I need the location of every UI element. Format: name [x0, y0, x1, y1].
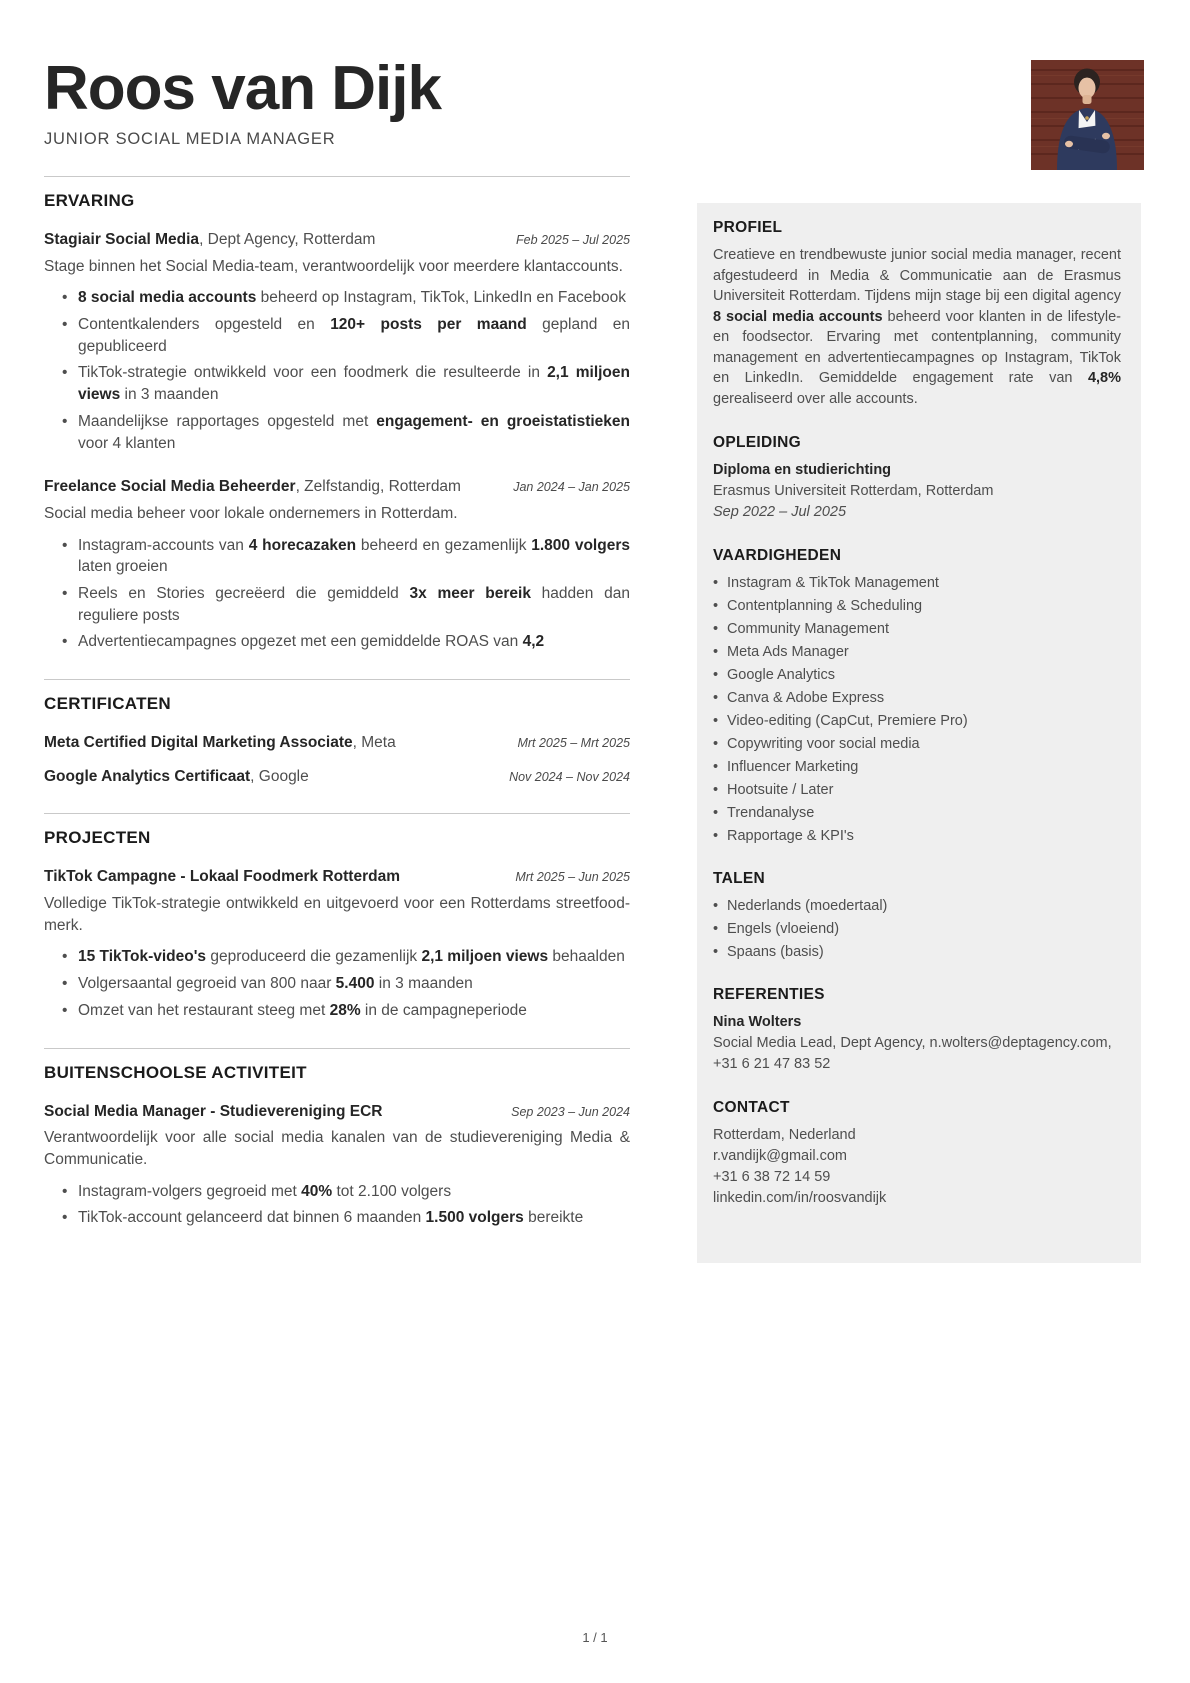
bullet-item: • Advertentiecampagnes opgezet met een gemiddelde ROAS van 4,2	[62, 631, 630, 653]
profile-photo-illustration	[1031, 60, 1144, 170]
profile-photo	[1031, 60, 1144, 170]
entry-bullet-list	[62, 287, 630, 454]
main-column	[44, 150, 630, 1251]
certificate-name: Google Analytics Certificaat	[44, 767, 251, 785]
language-item: • Engels (vloeiend)	[713, 919, 1121, 939]
project-entry	[44, 866, 630, 1021]
bullet-item: • Maandelijkse rapportages opgesteld met engagement- en groeistatistieken voor 4 klanten	[62, 411, 630, 454]
sidebar-section-opleiding	[713, 434, 1121, 523]
entry-date: Sep 2023 – Jun 2024	[511, 1104, 630, 1119]
sidebar-section-talen	[713, 870, 1121, 962]
entry-date: Mrt 2025 – Jun 2025	[515, 870, 630, 885]
candidate-job-title: JUNIOR SOCIAL MEDIA MANAGER	[44, 130, 336, 148]
sidebar-heading-profiel: PROFIEL	[713, 219, 783, 236]
entry-header	[44, 866, 630, 888]
section-heading-certificaten: CERTIFICATEN	[44, 694, 171, 713]
bullet-item: • 15 TikTok-video's geproduceerd die gezamenlijk 2,1 miljoen views behaalden	[62, 946, 630, 968]
certificate-row	[44, 732, 630, 754]
sidebar-section-contact	[713, 1099, 1121, 1209]
reference-name: Nina Wolters	[713, 1013, 802, 1030]
candidate-name: Roos van Dijk	[44, 54, 441, 123]
section-heading-projecten: PROJECTEN	[44, 828, 151, 848]
skills-list	[713, 573, 1121, 846]
bullet-item: • Reels en Stories gecreëerd die gemiddeld 3x meer bereik hadden dan reguliere posts	[62, 583, 630, 626]
sidebar-section-profiel	[713, 219, 1121, 410]
contact-location: Rotterdam, Nederland	[713, 1126, 856, 1143]
skill-item: • Instagram & TikTok Management	[713, 573, 1121, 593]
contact-linkedin: linkedin.com/in/roosvandijk	[713, 1189, 887, 1206]
entry-role: Stagiair Social Media	[44, 231, 200, 248]
skill-item: • Trendanalyse	[713, 803, 1121, 823]
extracurricular-entry	[44, 1101, 630, 1229]
section-divider	[44, 176, 630, 177]
section-heading-buitenschoolse-activiteit: BUITENSCHOOLSE ACTIVITEIT	[44, 1062, 307, 1082]
project-name: TikTok Campagne - Lokaal Foodmerk Rotterdam	[44, 868, 400, 886]
experience-entry	[44, 476, 630, 653]
activity-name: Social Media Manager - Studievereniging ECR	[44, 1102, 383, 1120]
section-certificaten	[44, 679, 630, 787]
entry-title	[44, 866, 400, 888]
profile-text: Creatieve en trendbewuste junior social media manager, recent afgestudeerd in Media & Communicatie aan de Erasmus Universiteit Rotterdam. Tijdens mijn stage bij een digital agency 8 social media accounts beheerd voor klanten in de lifestyle- en foodsector. Ervaring met contentplanning, community management en advertentiecampagnes op Instagram, TikTok en LinkedIn. Gemiddelde engagement rate van 4,8% gerealiseerd over alle accounts.	[713, 247, 1121, 408]
certificate-issuer: , Google	[250, 767, 309, 785]
header	[44, 52, 441, 149]
language-item: • Nederlands (moedertaal)	[713, 896, 1121, 916]
languages-list	[713, 896, 1121, 962]
entry-summary: Volledige TikTok-strategie ontwikkeld en uitgevoerd voor een Rotterdams streetfood-merk.	[44, 895, 630, 934]
section-ervaring	[44, 176, 630, 653]
entry-company: , Zelfstandig, Rotterdam	[295, 478, 461, 496]
entry-bullet-list	[62, 1181, 630, 1229]
certificate-row	[44, 766, 630, 788]
skill-item: • Community Management	[713, 619, 1121, 639]
sidebar-heading-referenties: REFERENTIES	[713, 985, 825, 1003]
contact-email: r.vandijk@gmail.com	[713, 1147, 847, 1164]
certificate-title	[44, 766, 309, 788]
sidebar-section-referenties	[713, 986, 1121, 1075]
bullet-item: • TikTok-strategie ontwikkeld voor een foodmerk die resulteerde in 2,1 miljoen views in 3 maanden	[62, 362, 630, 405]
sidebar-heading-vaardigheden: VAARDIGHEDEN	[713, 546, 842, 564]
skill-item: • Rapportage & KPI's	[713, 826, 1121, 846]
entry-title	[44, 229, 375, 251]
bullet-item: • Instagram-volgers gegroeid met 40% tot 2.100 volgers	[62, 1181, 630, 1203]
sidebar-heading-opleiding: OPLEIDING	[713, 433, 801, 451]
language-item: • Spaans (basis)	[713, 942, 1121, 962]
certificate-issuer: , Meta	[352, 734, 396, 751]
entry-title	[44, 1101, 383, 1123]
entry-bullet-list	[62, 946, 630, 1021]
bullet-item: • Volgersaantal gegroeid van 800 naar 5.400 in 3 maanden	[62, 973, 630, 995]
skill-item: • Hootsuite / Later	[713, 780, 1121, 800]
entry-company: , Dept Agency, Rotterdam	[199, 231, 376, 248]
certificate-date: Nov 2024 – Nov 2024	[509, 769, 630, 784]
skill-item: • Influencer Marketing	[713, 757, 1121, 777]
entry-role: Freelance Social Media Beheerder	[44, 478, 296, 496]
entry-header	[44, 229, 630, 251]
contact-phone: +31 6 38 72 14 59	[713, 1168, 831, 1185]
section-buitenschoolse-activiteit	[44, 1048, 630, 1229]
bullet-item: • Omzet van het restaurant steeg met 28% in de campagneperiode	[62, 1000, 630, 1022]
bullet-item: • 8 social media accounts beheerd op Instagram, TikTok, LinkedIn en Facebook	[62, 287, 630, 309]
education-date: Sep 2022 – Jul 2025	[713, 503, 847, 520]
section-projecten	[44, 813, 630, 1021]
entry-summary: Verantwoordelijk voor alle social media kanalen van de studievereniging Media & Communicatie.	[44, 1129, 630, 1168]
entry-title	[44, 476, 461, 498]
certificate-date: Mrt 2025 – Mrt 2025	[517, 736, 630, 750]
entry-header	[44, 476, 630, 498]
section-divider	[44, 1048, 630, 1049]
entry-summary: Social media beheer voor lokale ondernemers in Rotterdam.	[44, 504, 458, 522]
certificate-name: Meta Certified Digital Marketing Associate	[44, 734, 353, 751]
entry-date: Feb 2025 – Jul 2025	[516, 233, 630, 247]
sidebar-section-vaardigheden	[713, 547, 1121, 846]
skill-item: • Video-editing (CapCut, Premiere Pro)	[713, 711, 1121, 731]
experience-entry	[44, 229, 630, 454]
sidebar	[697, 203, 1141, 1263]
skill-item: • Copywriting voor social media	[713, 734, 1121, 754]
entry-header	[44, 1101, 630, 1123]
sidebar-heading-contact: CONTACT	[713, 1098, 790, 1116]
entry-bullet-list	[62, 535, 630, 653]
bullet-item: • Instagram-accounts van 4 horecazaken beheerd en gezamenlijk 1.800 volgers laten groeien	[62, 535, 630, 578]
bullet-item: • Contentkalenders opgesteld en 120+ posts per maand gepland en gepubliceerd	[62, 314, 630, 357]
reference-details: Social Media Lead, Dept Agency, n.wolters@deptagency.com, +31 6 21 47 83 52	[713, 1034, 1112, 1072]
section-divider	[44, 813, 630, 814]
page-number: 1 / 1	[582, 1630, 608, 1645]
skill-item: • Google Analytics	[713, 665, 1121, 685]
skill-item: • Canva & Adobe Express	[713, 688, 1121, 708]
entry-date: Jan 2024 – Jan 2025	[513, 480, 630, 495]
skill-item: • Contentplanning & Scheduling	[713, 596, 1121, 616]
bullet-item: • TikTok-account gelanceerd dat binnen 6 maanden 1.500 volgers bereikte	[62, 1207, 630, 1229]
entry-summary: Stage binnen het Social Media-team, verantwoordelijk voor meerdere klantaccounts.	[44, 257, 623, 275]
section-divider	[44, 679, 630, 680]
skill-item: • Meta Ads Manager	[713, 642, 1121, 662]
education-school: Erasmus Universiteit Rotterdam, Rotterdam	[713, 482, 994, 499]
certificate-title	[44, 732, 396, 754]
sidebar-heading-talen: TALEN	[713, 869, 766, 887]
education-degree: Diploma en studierichting	[713, 461, 892, 478]
section-heading-ervaring: ERVARING	[44, 191, 135, 210]
